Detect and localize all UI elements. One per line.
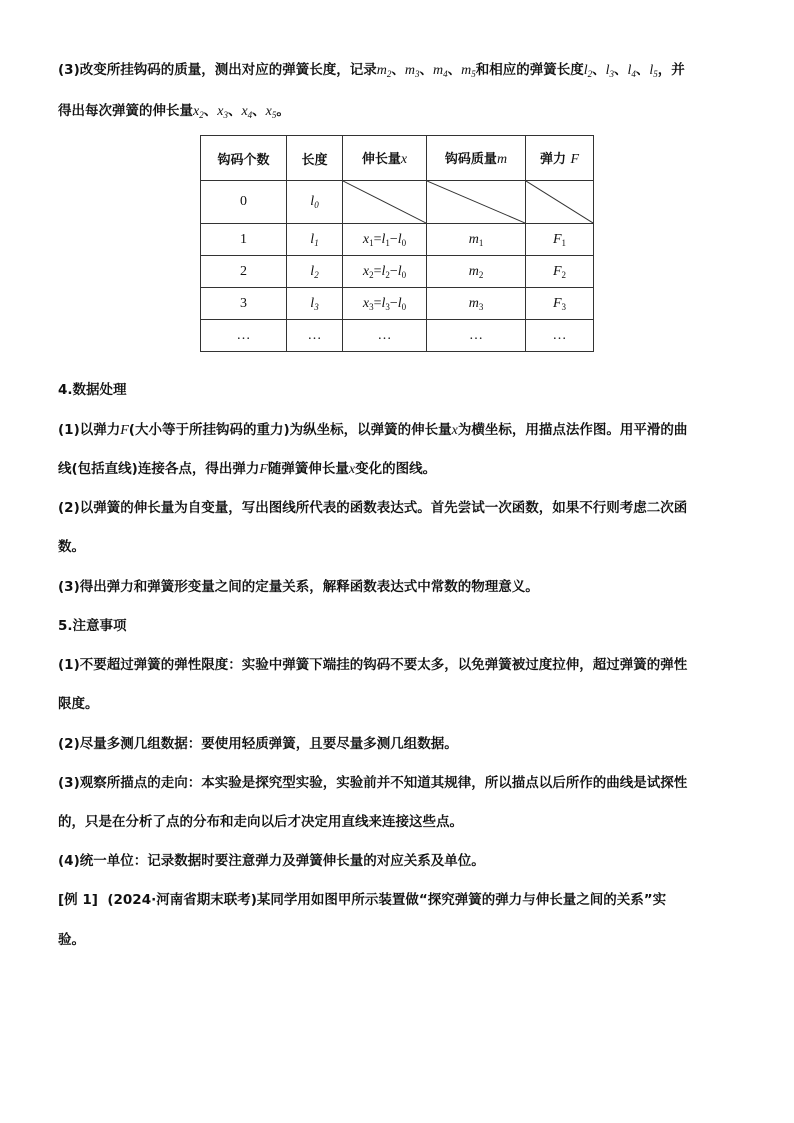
var-m3: $m_3$ — [404, 63, 420, 79]
cell-length: $l_2$ — [287, 256, 343, 288]
table-row — [201, 256, 594, 288]
cell-count: 3 — [201, 288, 287, 320]
example-tag: [例 1] — [58, 892, 98, 908]
header-mass: 钩码质量m — [427, 136, 526, 181]
var-l2: $l_2$ — [583, 63, 593, 79]
var-m4: $m_4$ — [432, 63, 448, 79]
data-table — [200, 135, 594, 352]
cell-length: $l_0$ — [287, 181, 343, 224]
var-l4: $l_4$ — [627, 63, 636, 79]
table-header-row — [201, 136, 594, 181]
cell-length: $l_1$ — [287, 224, 343, 256]
var-x3: $x_3$ — [217, 104, 228, 120]
cell-mass: $m_3$ — [427, 288, 526, 320]
section-5-n3-line1: (3)观察所描点的走向：本实验是探究型实验，实验前并不知道其规律，所以描点以后所作的曲线是试探性 — [58, 775, 688, 791]
header-extension: 伸长量x — [343, 136, 427, 181]
cell-force: $F_2$ — [526, 256, 594, 288]
cell-force: $F_3$ — [526, 288, 594, 320]
var-l5: $l_5$ — [649, 63, 658, 79]
section-4-p3: (3)得出弹力和弹簧形变量之间的定量关系，解释函数表达式中常数的物理意义。 — [58, 579, 539, 595]
header-length: 长度 — [287, 136, 343, 181]
cell-mass: $m_1$ — [427, 224, 526, 256]
table-row — [201, 320, 594, 352]
cell-force: $F_1$ — [526, 224, 594, 256]
section-5-title: 5.注意事项 — [58, 618, 127, 634]
cell-count: 2 — [201, 256, 287, 288]
var-m2: $m_2$ — [376, 63, 392, 79]
var-x2: $x_2$ — [193, 104, 204, 120]
header-count: 钩码个数 — [201, 136, 287, 181]
section-4-p2-line1: (2)以弹簧的伸长量为自变量，写出图线所代表的函数表达式。首先尝试一次函数，如果不行则考虑二次函 — [58, 500, 688, 516]
cell-extension: $x_1=l_1-l_0$ — [343, 224, 427, 256]
cell-mass: $m_2$ — [427, 256, 526, 288]
cell-ellipsis: … — [201, 320, 287, 352]
cell-empty-diagonal — [343, 181, 427, 224]
cell-ellipsis: … — [287, 320, 343, 352]
table-row — [201, 224, 594, 256]
intro-line-2: 得出每次弹簧的伸长量$x_2$、$x_3$、$x_4$、$x_5$。 — [58, 103, 290, 120]
example-source: (2024·河南省期末联考) — [107, 892, 257, 908]
cell-length: $l_3$ — [287, 288, 343, 320]
cell-extension: $x_2=l_2-l_0$ — [343, 256, 427, 288]
cell-ellipsis: … — [427, 320, 526, 352]
section-4-p1-line1: (1)以弹力F(大小等于所挂钩码的重力)为纵坐标，以弹簧的伸长量x为横坐标，用描点法作图。用平滑的曲 — [58, 422, 688, 438]
header-force: 弹力 F — [526, 136, 594, 181]
section-4-p1-line2: 线(包括直线)连接各点，得出弹力F随弹簧伸长量x变化的图线。 — [58, 461, 437, 477]
section-4-title: 4.数据处理 — [58, 382, 127, 398]
cell-ellipsis: … — [343, 320, 427, 352]
intro-line-1: (3)改变所挂钩码的质量，测出对应的弹簧长度，记录$m_2$、$m_3$、$m_4$、$m_5$和相应的弹簧长度$l_2$、$l_3$、$l_4$、$l_5$，并 — [58, 62, 685, 79]
cell-empty-diagonal — [526, 181, 594, 224]
cell-extension: $x_3=l_3-l_0$ — [343, 288, 427, 320]
cell-count: 0 — [201, 181, 287, 224]
section-5-n2: (2)尽量多测几组数据：要使用轻质弹簧，且要尽量多测几组数据。 — [58, 736, 458, 752]
var-x5: $x_5$ — [265, 104, 277, 120]
example-1-line1: [例 1] (2024·河南省期末联考)某同学用如图甲所示装置做“探究弹簧的弹力与伸长量之间的关系”实 — [58, 892, 667, 908]
var-x4: $x_4$ — [241, 104, 253, 120]
cell-empty-diagonal — [427, 181, 526, 224]
cell-ellipsis: … — [526, 320, 594, 352]
section-5-n1-line1: (1)不要超过弹簧的弹性限度：实验中弹簧下端挂的钩码不要太多，以免弹簧被过度拉伸，超过弹簧的弹性 — [58, 657, 688, 673]
section-5-n4: (4)统一单位：记录数据时要注意弹力及弹簧伸长量的对应关系及单位。 — [58, 853, 485, 869]
var-m5: $m_5$ — [461, 63, 476, 79]
section-5-n3-line2: 的，只是在分析了点的分布和走向以后才决定用直线来连接这些点。 — [58, 814, 463, 830]
example-1-line2: 验。 — [58, 932, 85, 948]
var-l3: $l_3$ — [605, 63, 615, 79]
section-4-p2-line2: 数。 — [58, 539, 85, 555]
table-row — [201, 288, 594, 320]
cell-count: 1 — [201, 224, 287, 256]
table-row — [201, 181, 594, 224]
section-5-n1-line2: 限度。 — [58, 696, 99, 712]
